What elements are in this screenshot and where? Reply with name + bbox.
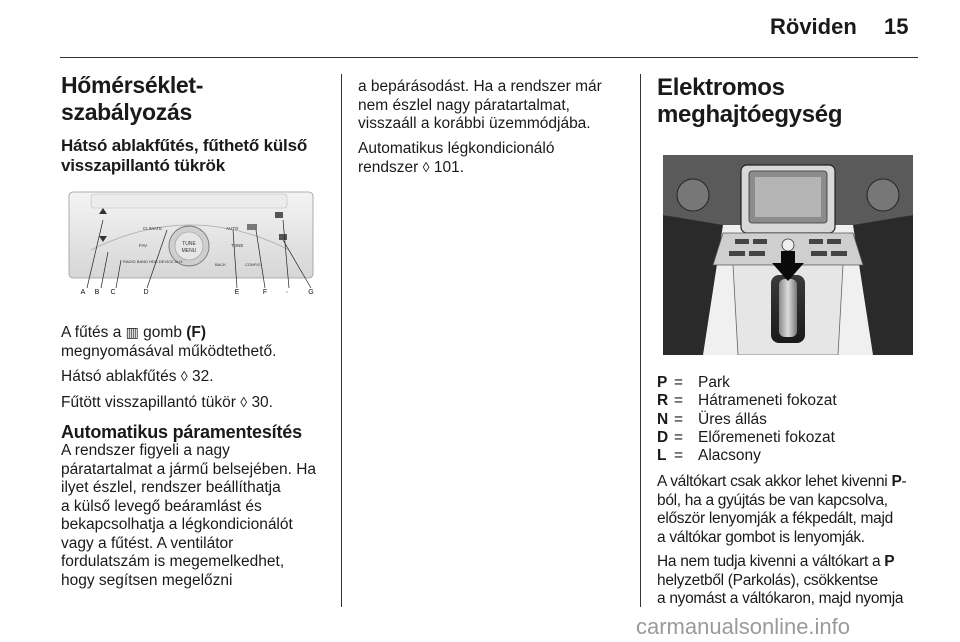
column-3-body xyxy=(657,473,927,609)
page-ref-101[interactable]: 101. xyxy=(433,159,465,176)
para-auto-defog: A rendszer figyeli a nagy páratartalmat a jármű belsejében. Ha ilyet észlel, rendszer beállíthatja a külső levegő beáramlást és bekapcsolhatja a légkondicionálót vagy a fűtést. A ventilátor fordulatszám is megemelkedhet, hogy segítsen megelőzni xyxy=(61,442,317,589)
page-ref-icon: ◊ xyxy=(422,159,430,175)
page-ref-icon: ◊ xyxy=(180,368,188,384)
ref-auto-ac: Automatikus légkondicionáló rendszer ◊ 101. xyxy=(358,139,555,176)
panel-label-fav: FAV xyxy=(139,243,148,248)
callout-c: C xyxy=(110,289,116,295)
rear-defrost-icon: ▥ xyxy=(125,324,139,340)
page-ref-30[interactable]: 30. xyxy=(251,393,273,411)
running-header-title: Röviden xyxy=(770,14,857,39)
panel-label-auto: AUTO xyxy=(226,226,239,231)
gear-row-d: D = Előremeneti fokozat xyxy=(657,428,835,446)
panel-label-menu: MENU xyxy=(181,248,197,254)
gear-row-n: N = Üres állás xyxy=(657,410,767,428)
column-2 xyxy=(358,78,623,178)
section-heading-climate: Hőmérséklet-szabályozás xyxy=(61,72,204,125)
panel-label-radio: RADIO BAND xyxy=(123,259,148,264)
para-defog-continued: a bepárásodást. Ha a rendszer már nem észlel nagy páratartalmat, visszaáll a korábbi üzemmódjába. xyxy=(358,78,602,132)
section-heading-drive-unit: Elektromos meghajtóegység xyxy=(657,74,843,128)
climate-panel-figure xyxy=(61,190,319,295)
callout-a: A xyxy=(80,289,86,295)
subheading-line-1: Hátsó ablakfűtés, fűthető külső xyxy=(61,136,308,155)
gear-row-l: L = Alacsony xyxy=(657,447,761,465)
ref-rear-defrost: Hátsó ablakfűtés ◊ 32. xyxy=(61,368,214,385)
column-divider-2 xyxy=(640,74,641,607)
para-shift-out-of-park: A váltókart csak akkor lehet kivenni P- ból, ha a gyújtás be van kapcsolva, először lenyomják a fékpedált, majd a váltókar gombot is lenyomják. xyxy=(657,473,907,546)
footer-watermark: carmanualsonline.info xyxy=(636,614,851,639)
panel-label-hdd: HDD DEVICE AUX xyxy=(149,259,183,264)
panel-label-config: CONFIG xyxy=(245,262,261,267)
panel-label-tune: TUNE xyxy=(182,241,196,247)
column-1 xyxy=(61,72,331,176)
ref-heated-mirror: Fűtött visszapillantó tükör ◊ 30. xyxy=(61,393,273,411)
callout-b: B xyxy=(94,289,100,295)
subheading-rear-defrost xyxy=(61,136,331,176)
column-divider-1 xyxy=(341,74,342,607)
gear-selector-figure xyxy=(663,155,913,355)
para-heating-button: A fűtés a ▥ gomb (F) megnyomásával működtethető. xyxy=(61,324,277,360)
subheading-auto-defog: Automatikus páramentesítés xyxy=(61,422,302,442)
gear-row-p: P = Park xyxy=(657,374,730,391)
page-ref-32[interactable]: 32. xyxy=(192,368,214,385)
column-1-body xyxy=(61,323,331,590)
page-number: 15 xyxy=(884,14,909,39)
panel-label-tone: TONE xyxy=(231,243,244,248)
gear-legend xyxy=(657,374,837,465)
panel-label-climate: CLIMATE xyxy=(143,226,163,231)
panel-label-back: BACK xyxy=(215,262,226,267)
subheading-line-2: visszapillantó tükrök xyxy=(61,156,225,175)
callout-d: D xyxy=(143,289,149,295)
header-rule xyxy=(60,57,918,58)
column-3 xyxy=(657,74,922,128)
gear-row-r: R = Hátrameneti fokozat xyxy=(657,392,837,410)
page-ref-icon: ◊ xyxy=(240,393,248,410)
svg-text:◦: ◦ xyxy=(285,290,289,295)
para-cannot-shift: Ha nem tudja kivenni a váltókart a P helyzetből (Parkolás), csökkentse a nyomást a váltókaron, majd nyomja xyxy=(657,553,904,607)
callout-e: E xyxy=(234,289,240,295)
callout-g: G xyxy=(308,289,314,295)
callout-f: F xyxy=(262,289,268,295)
